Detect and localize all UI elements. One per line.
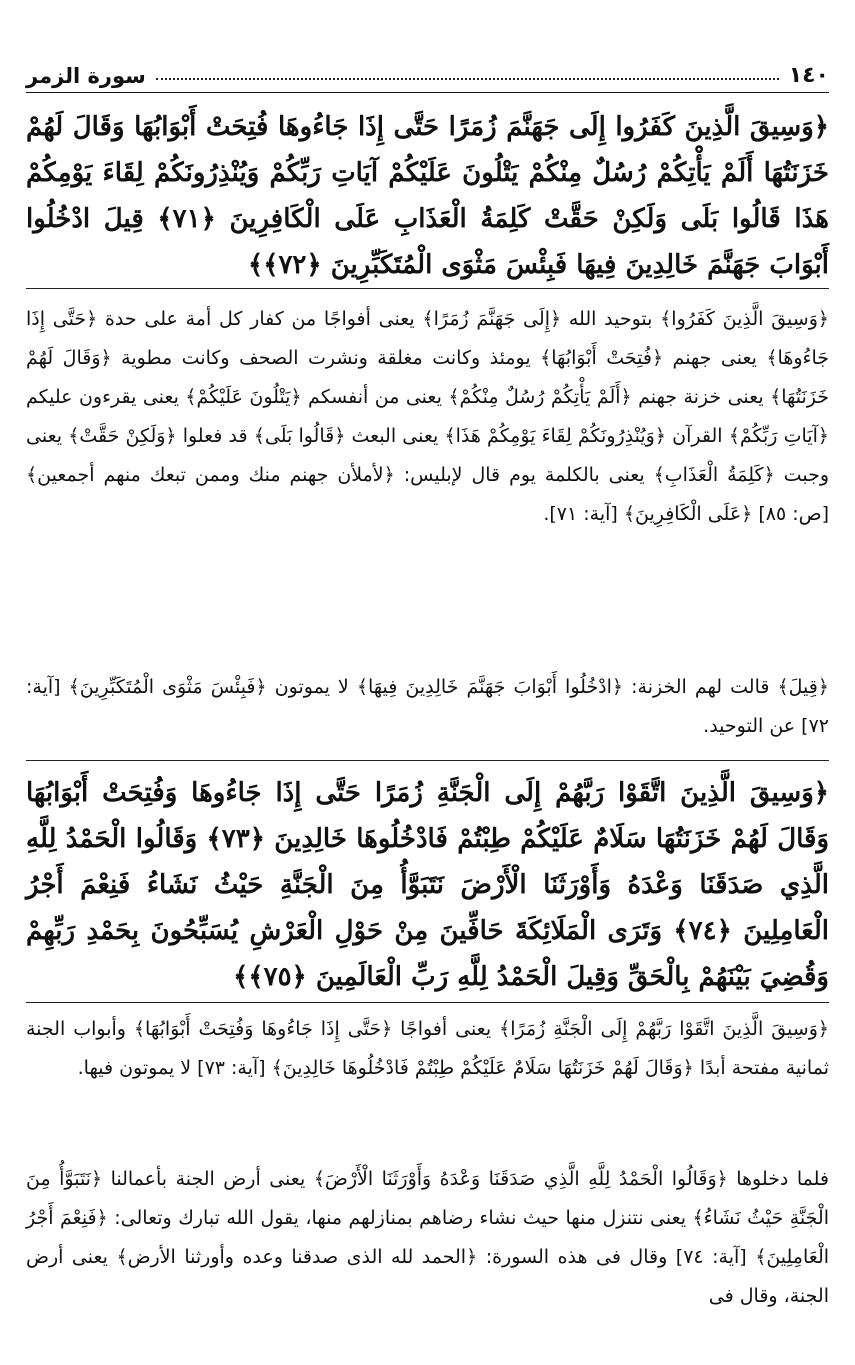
page-number: ١٤٠ — [788, 63, 829, 88]
surah-title: سورة الزمر — [26, 64, 146, 88]
tafsir-paragraph-73: ﴿وَسِيقَ الَّذِينَ اتَّقَوْا رَبَّهُمْ إِلَى الْجَنَّةِ زُمَرًا﴾ يعنى أفواجًا ﴿حَتَّى إِذَا جَاءُوهَا وَفُتِحَتْ أَبْوَابُهَا﴾ وأبواب الجنة ثمانية مفتحة أبدًا ﴿وَقَالَ لَهُمْ خَزَنَتُهَا سَلَامٌ عَلَيْكُمْ طِبْتُمْ فَادْخُلُوهَا خَالِدِينَ﴾ [آية: ٧٣] لا يموتون فيها. — [26, 1018, 829, 1079]
section-divider — [26, 1002, 829, 1003]
page-header — [26, 48, 829, 93]
section-divider — [26, 760, 829, 761]
tafsir-paragraph-74: فلما دخلوها ﴿وَقَالُوا الْحَمْدُ لِلَّهِ الَّذِي صَدَقَنَا وَعْدَهُ وَأَوْرَثَنَا الْأَرْضَ﴾ يعنى أرض الجنة بأعمالنا ﴿نَتَبَوَّأُ مِنَ الْجَنَّةِ حَيْثُ نَشَاءُ﴾ يعنى نتنزل منها حيث نشاء رضاهم بمنازلهم منها، يقول الله تبارك وتعالى: ﴿فَنِعْمَ أَجْرُ الْعَامِلِينَ﴾ [آية: ٧٤] وقال فى هذه السورة: ﴿الحمد لله الذى صدقنا وعده وأورثنا الأرض﴾ يعنى أرض الجنة، وقال فى — [26, 1168, 830, 1307]
section-divider — [26, 288, 829, 289]
quran-verses-71-72: ﴿وَسِيقَ الَّذِينَ كَفَرُوا إِلَى جَهَنَّمَ زُمَرًا حَتَّى إِذَا جَاءُوهَا فُتِحَتْ أَبْوَابُهَا وَقَالَ لَهُمْ خَزَنَتُهَا أَلَمْ يَأْتِكُمْ رُسُلٌ مِنْكُمْ يَتْلُونَ عَلَيْكُمْ آيَاتِ رَبِّكُمْ وَيُنْذِرُونَكُمْ لِقَاءَ يَوْمِكُمْ هَذَا قَالُوا بَلَى وَلَكِنْ حَقَّتْ كَلِمَةُ الْعَذَابِ عَلَى الْكَافِرِينَ ﴿٧١﴾ قِيلَ ادْخُلُوا أَبْوَابَ جَهَنَّمَ خَالِدِينَ فِيهَا فَبِئْسَ مَثْوَى الْمُتَكَبِّرِينَ ﴿٧٢﴾﴾ — [26, 112, 829, 280]
header-dotted-leader — [156, 78, 779, 80]
tafsir-paragraph-72: ﴿قِيلَ﴾ قالت لهم الخزنة: ﴿ادْخُلُوا أَبْوَابَ جَهَنَّمَ خَالِدِينَ فِيهَا﴾ لا يموتون ﴿فَبِئْسَ مَثْوَى الْمُتَكَبِّرِينَ﴾ [آية: ٧٢] عن التوحيد. — [26, 676, 829, 737]
quran-verses-73-75: ﴿وَسِيقَ الَّذِينَ اتَّقَوْا رَبَّهُمْ إِلَى الْجَنَّةِ زُمَرًا حَتَّى إِذَا جَاءُوهَا وَفُتِحَتْ أَبْوَابُهَا وَقَالَ لَهُمْ خَزَنَتُهَا سَلَامٌ عَلَيْكُمْ طِبْتُمْ فَادْخُلُوهَا خَالِدِينَ ﴿٧٣﴾ وَقَالُوا الْحَمْدُ لِلَّهِ الَّذِي صَدَقَنَا وَعْدَهُ وَأَوْرَثَنَا الْأَرْضَ نَتَبَوَّأُ مِنَ الْجَنَّةِ حَيْثُ نَشَاءُ فَنِعْمَ أَجْرُ الْعَامِلِينَ ﴿٧٤﴾ وَتَرَى الْمَلَائِكَةَ حَافِّينَ مِنْ حَوْلِ الْعَرْشِ يُسَبِّحُونَ بِحَمْدِ رَبِّهِمْ وَقُضِيَ بَيْنَهُمْ بِالْحَقِّ وَقِيلَ الْحَمْدُ لِلَّهِ رَبِّ الْعَالَمِينَ ﴿٧٥﴾﴾ — [26, 778, 830, 992]
tafsir-paragraph-71: ﴿وَسِيقَ الَّذِينَ كَفَرُوا﴾ بتوحيد الله ﴿إِلَى جَهَنَّمَ زُمَرًا﴾ يعنى أفواجًا من كفار كل أمة على حدة ﴿حَتَّى إِذَا جَاءُوهَا﴾ يعنى جهنم ﴿فُتِحَتْ أَبْوَابُهَا﴾ يومئذ وكانت مغلقة ونشرت الصحف وكانت مطوية ﴿وَقَالَ لَهُمْ خَزَنَتُهَا﴾ يعنى خزنة جهنم ﴿أَلَمْ يَأْتِكُمْ رُسُلٌ مِنْكُمْ﴾ يعنى من أنفسكم ﴿يَتْلُونَ عَلَيْكُمْ﴾ يعنى يقرءون عليكم ﴿آيَاتِ رَبِّكُمْ﴾ القرآن ﴿وَيُنْذِرُونَكُمْ لِقَاءَ يَوْمِكُمْ هَذَا﴾ يعنى البعث ﴿قَالُوا بَلَى﴾ قد فعلوا ﴿وَلَكِنْ حَقَّتْ﴾ يعنى وجبت ﴿كَلِمَةُ الْعَذَابِ﴾ يعنى بالكلمة يوم قال لإبليس: ﴿لأملأن جهنم منك وممن تبعك منهم أجمعين﴾ [ص: ٨٥] ﴿عَلَى الْكَافِرِينَ﴾ [آية: ٧١]. — [26, 308, 829, 525]
